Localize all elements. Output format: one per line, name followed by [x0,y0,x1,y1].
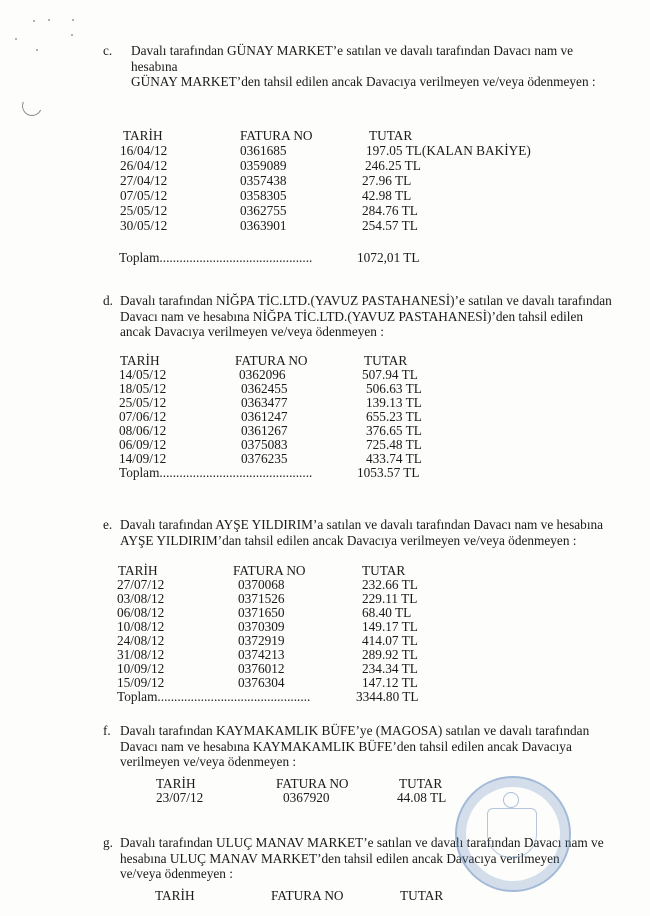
header-invoice: FATURA NO [276,776,349,791]
row-invoice: 0370068 [238,577,285,592]
header-invoice: FATURA NO [240,128,313,143]
row-date: 24/08/12 [117,633,165,648]
description-line: GÜNAY MARKET’den tahsil edilen ancak Davacıya verilmeyen ve/veya ödenmeyen : [131,74,596,89]
header-invoice: FATURA NO [235,353,308,368]
row-date: 06/09/12 [119,437,167,452]
row-amount: 229.11 TL [362,591,418,606]
row-amount: 246.25 TL [365,158,421,173]
header-amount: TUTAR [369,128,413,143]
header-amount: TUTAR [399,776,443,791]
row-invoice: 0370309 [238,619,285,634]
row-date: 14/09/12 [119,451,167,466]
scan-speck [72,19,74,21]
section-description [120,723,620,770]
row-date: 23/07/12 [156,790,204,805]
row-invoice: 0361267 [241,423,288,438]
total-label: Toplam.............................................. [119,250,313,265]
section-description [120,293,620,340]
description-line: Davacı nam ve hesabına NİĞPA TİC.LTD.(YAVUZ PASTAHANESİ)’den tahsil edilen [120,308,584,324]
row-invoice: 0371650 [238,605,285,620]
description-line: AYŞE YILDIRIM’dan tahsil edilen ancak Davacıya verilmeyen ve/veya ödenmeyen : [120,532,577,548]
header-invoice: FATURA NO [271,888,344,903]
row-amount: 139.13 TL [366,395,422,410]
row-date: 08/06/12 [119,423,167,438]
row-date: 10/08/12 [117,619,165,634]
row-invoice: 0361247 [241,409,288,424]
punch-hole-mark [19,93,45,119]
row-amount: 414.07 TL [362,633,418,648]
row-amount: 42.98 TL [362,188,412,203]
row-amount: 507.94 TL [362,367,418,382]
row-date: 10/09/12 [117,661,165,676]
row-invoice: 0357438 [240,173,287,188]
row-invoice: 0375083 [241,437,288,452]
header-date: TARİH [123,128,163,143]
row-amount: 655.23 TL [366,409,422,424]
row-invoice: 0376235 [241,451,288,466]
header-amount: TUTAR [364,353,408,368]
description-line: Davalı tarafından ULUÇ MANAV MARKET’e satılan ve davalı tarafından Davacı nam ve [120,835,604,850]
section-letter: d. [103,293,113,308]
row-amount: 234.34 TL [362,661,418,676]
header-date: TARİH [155,888,195,903]
header-amount: TUTAR [362,563,406,578]
row-date: 16/04/12 [120,143,168,158]
row-invoice: 0362755 [240,203,287,218]
row-invoice: 0367920 [283,790,330,805]
total-label: Toplam.............................................. [119,465,313,480]
description-line: Davalı tarafından NİĞPA TİC.LTD.(YAVUZ PASTAHANESİ)’e satılan ve davalı tarafından [120,293,612,308]
row-invoice: 0361685 [240,143,287,158]
description-line: ancak Davacıya verilmeyen ve/veya ödenmeyen : [120,324,384,339]
row-invoice: 0359089 [240,158,287,173]
scan-speck [33,20,35,22]
row-date: 03/08/12 [117,591,165,606]
row-invoice: 0374213 [238,647,285,662]
header-amount: TUTAR [400,888,444,903]
total-value: 3344.80 TL [356,689,419,704]
row-amount: 27.96 TL [362,173,412,188]
row-amount: 506.63 TL [366,381,422,396]
row-date: 31/08/12 [117,647,165,662]
row-amount: 725.48 TL [366,437,422,452]
scan-speck [71,34,73,36]
description-line: Davacı nam ve hesabına KAYMAKAMLIK BÜFE’den tahsil edilen ancak Davacıya [120,738,572,754]
row-amount: 376.65 TL [366,423,422,438]
row-invoice: 0372919 [238,633,285,648]
section-letter: g. [103,835,113,850]
row-date: 07/06/12 [119,409,167,424]
row-amount: 197.05 TL(KALAN BAKİYE) [366,143,531,158]
description-line: verilmeyen ve/veya ödenmeyen : [120,754,297,769]
scan-speck [36,49,38,51]
section-description [120,835,620,882]
row-amount: 254.57 TL [362,218,418,233]
description-line: Davalı tarafından KAYMAKAMLIK BÜFE’ye (MAGOSA) satılan ve davalı tarafından [120,723,590,738]
row-invoice: 0363901 [240,218,287,233]
header-date: TARİH [118,563,158,578]
description-line: hesabına ULUÇ MANAV MARKET’den tahsil edilen ancak Davacıya verilmeyen [120,850,560,866]
header-date: TARİH [156,776,196,791]
row-date: 26/04/12 [120,158,168,173]
row-amount: 232.66 TL [362,577,418,592]
stamp-emblem-icon [503,792,519,808]
row-date: 30/05/12 [120,218,168,233]
row-date: 25/05/12 [119,395,167,410]
section-letter: c. [103,43,113,58]
row-amount: 289.92 TL [362,647,418,662]
section-letter: e. [103,517,113,532]
row-date: 27/04/12 [120,173,168,188]
scan-speck [15,38,17,40]
row-date: 07/05/12 [120,188,168,203]
header-date: TARİH [120,353,160,368]
description-line: Davalı tarafından GÜNAY MARKET’e satılan ve davalı tarafından Davacı nam ve hesabına [131,43,574,74]
row-invoice: 0362096 [239,367,286,382]
row-invoice: 0371526 [238,591,285,606]
row-amount: 284.76 TL [362,203,418,218]
scan-speck [48,19,50,21]
row-invoice: 0376012 [238,661,285,676]
row-date: 18/05/12 [119,381,167,396]
row-date: 14/05/12 [119,367,167,382]
description-line: Davalı tarafından AYŞE YILDIRIM’a satılan ve davalı tarafından Davacı nam ve hesabına [120,517,604,532]
row-invoice: 0376304 [238,675,285,690]
section-letter: f. [103,723,111,738]
total-label: Toplam.............................................. [117,689,311,704]
header-invoice: FATURA NO [233,563,306,578]
section-description [131,43,611,90]
total-value: 1053.57 TL [357,465,420,480]
row-invoice: 0358305 [240,188,287,203]
row-date: 27/07/12 [117,577,165,592]
total-value: 1072,01 TL [357,250,420,265]
section-description [120,517,620,548]
description-line: ve/veya ödenmeyen : [120,866,233,881]
row-amount: 149.17 TL [362,619,418,634]
row-amount: 433.74 TL [366,451,422,466]
row-amount: 68.40 TL [362,605,412,620]
row-date: 25/05/12 [120,203,168,218]
row-invoice: 0363477 [241,395,288,410]
row-invoice: 0362455 [241,381,288,396]
row-date: 15/09/12 [117,675,165,690]
row-amount: 147.12 TL [362,675,418,690]
row-date: 06/08/12 [117,605,165,620]
row-amount: 44.08 TL [397,790,447,805]
